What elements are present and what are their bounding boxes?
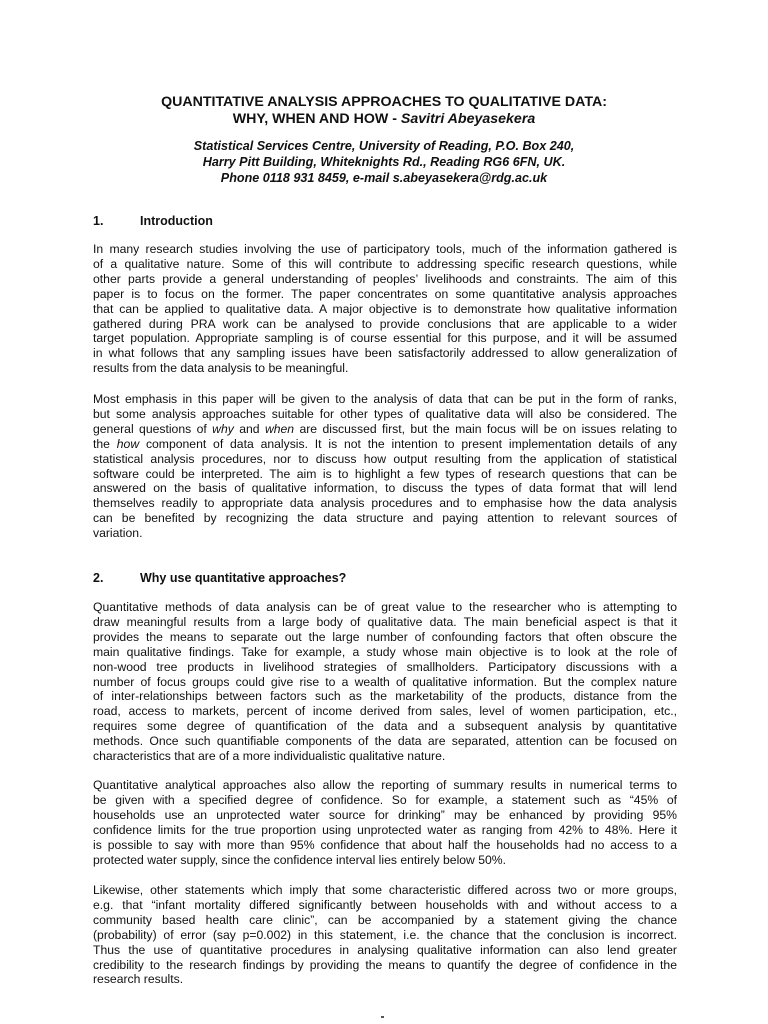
section-heading-why-quantitative [93,571,346,586]
text-line: the how component of data analysis. It is not the intention to present implementation details of any [93,436,677,451]
affiliation-block [0,138,768,186]
page-mark [381,1016,384,1018]
text-line: e.g. that “infant mortality differed significantly between households with and without access to a [93,897,677,912]
text-line: results from the data analysis to be meaningful. [93,361,349,376]
text-line: Most emphasis in this paper will be given to the analysis of data that can be put in the form of ranks, [93,392,677,406]
section-number: 1. [93,214,104,228]
document-header [0,94,768,186]
text-line: road, access to markets, percent of income derived from sales, level of women participation, etc., [93,704,677,719]
text-line: confidence limits for the true proportion using unprotected water as ranging from 42% to 48%. Here it [93,822,677,837]
text-line: provides the means to separate out the large number of confounding factors that often obscure the [93,629,677,644]
paragraph [93,392,677,541]
text-line: but some analysis approaches suitable for other types of qualitative data will also be considered. The [93,406,677,421]
text-line: research results. [93,972,184,987]
text-line: that can be applied to qualitative data. A major objective is to demonstrate how qualitative information [93,301,677,316]
text-line: draw meaningful results from a large body of qualitative data. The main beneficial aspect is that it [93,614,677,629]
text-line: protected water supply, since the confidence interval lies entirely below 50%. [93,852,507,867]
text-line: is possible to say with more than 95% confidence that about half the households had no access to a [93,837,677,852]
paragraph [93,778,677,867]
text-line: requires some degree of quantification of the data and a subsequent analysis by quantitative [93,719,677,734]
text-line: characteristics that are of a more individualistic qualitative nature. [93,749,446,764]
text-line: in what follows that any sampling issues have been satisfactorily addressed to allow generalization of [93,346,677,361]
section-title: Why use quantitative approaches? [140,571,347,585]
text-line: Quantitative methods of data analysis can be of great value to the researcher who is attempting to [93,600,677,614]
text-line: (probability) of error (say p=0.002) in this statement, i.e. the chance that the conclusion is incorrect. [93,927,677,942]
text-line: software could be interpreted. The aim is to highlight a few types of research questions that can be [93,466,677,481]
text-line: Likewise, other statements which imply that some characteristic differed across two or more groups, [93,883,677,897]
text-line: be given with a specified degree of confidence. So for example, a statement such as “45% of [93,792,677,807]
text-line: answered on the basis of qualitative information, to discuss the types of data format that will lend [93,481,677,496]
text-line: methods. Once such quantifiable components of the data are separated, attention can be focused on [93,734,677,749]
paragraph [93,600,677,764]
text-line: number of focus groups could give rise to a wealth of qualitative information. But the complex nature [93,674,677,689]
text-line: non-wood tree products in livelihood strategies of smallholders. Participatory discussions with a [93,659,677,674]
text-line: credibility to the research findings by providing the means to quantify the degree of confidence in the [93,957,677,972]
text-line: can be benefited by recognizing the data structure and paying attention to relevant sources of [93,511,677,526]
text-line: community based health care clinic”, can be accompanied by a statement giving the chance [93,912,677,927]
author-name: Savitri Abeyasekera [400,111,536,127]
text-line: of inter-relationships between factors such as the marketability of the products, distance from the [93,689,677,704]
text-line: gathered during PRA work can be analysed to provide conclusions that are applicable to a wider [93,316,677,331]
title-line-2-prefix: WHY, WHEN AND HOW - [232,111,401,127]
text-line: general questions of why and when are discussed first, but the main focus will be on issues relating to [93,421,678,436]
text-line: other parts provide a general understanding of peoples’ livelihoods and constraints. The aim of this [93,271,677,286]
title-line-2 [0,111,768,128]
text-line: Thus the use of quantitative procedures in analysing qualitative information can also lend greater [93,942,677,957]
section-heading-introduction [93,214,213,229]
title-line-1: QUANTITATIVE ANALYSIS APPROACHES TO QUALITATIVE DATA: [161,94,607,110]
text-line: target population. Appropriate sampling is of course essential for this purpose, and it will be assumed [93,331,677,346]
text-line: paper is to focus on the former. The paper concentrates on some quantitative analysis approaches [93,286,677,301]
text-line: variation. [93,526,143,541]
affiliation-line: Statistical Services Centre, University of Reading, P.O. Box 240, [193,139,575,153]
section-title: Introduction [140,214,213,228]
paragraph [93,242,677,376]
text-line: In many research studies involving the use of participatory tools, much of the information gathered is [93,242,677,256]
contact-line: Phone 0118 931 8459, e-mail s.abeyasekera@rdg.ac.uk [220,171,548,185]
paragraph [93,883,677,987]
text-line: of a qualitative nature. Some of this will contribute to addressing specific research questions, while [93,256,677,271]
text-line: Quantitative analytical approaches also allow the reporting of summary results in numerical terms to [93,778,677,792]
text-line: households use an unprotected water source for drinking” may be enhanced by providing 95% [93,807,677,822]
text-line: main qualitative findings. Take for example, a study whose main objective is to look at the role of [93,644,677,659]
text-line: themselves readily to appropriate data analysis procedures and to emphasise how the data analysis [93,496,677,511]
section-number: 2. [93,571,104,585]
affiliation-line: Harry Pitt Building, Whiteknights Rd., Reading RG6 6FN, UK. [202,155,566,169]
text-line: statistical analysis procedures, nor to discuss how output resulting from the application of statistical [93,451,677,466]
